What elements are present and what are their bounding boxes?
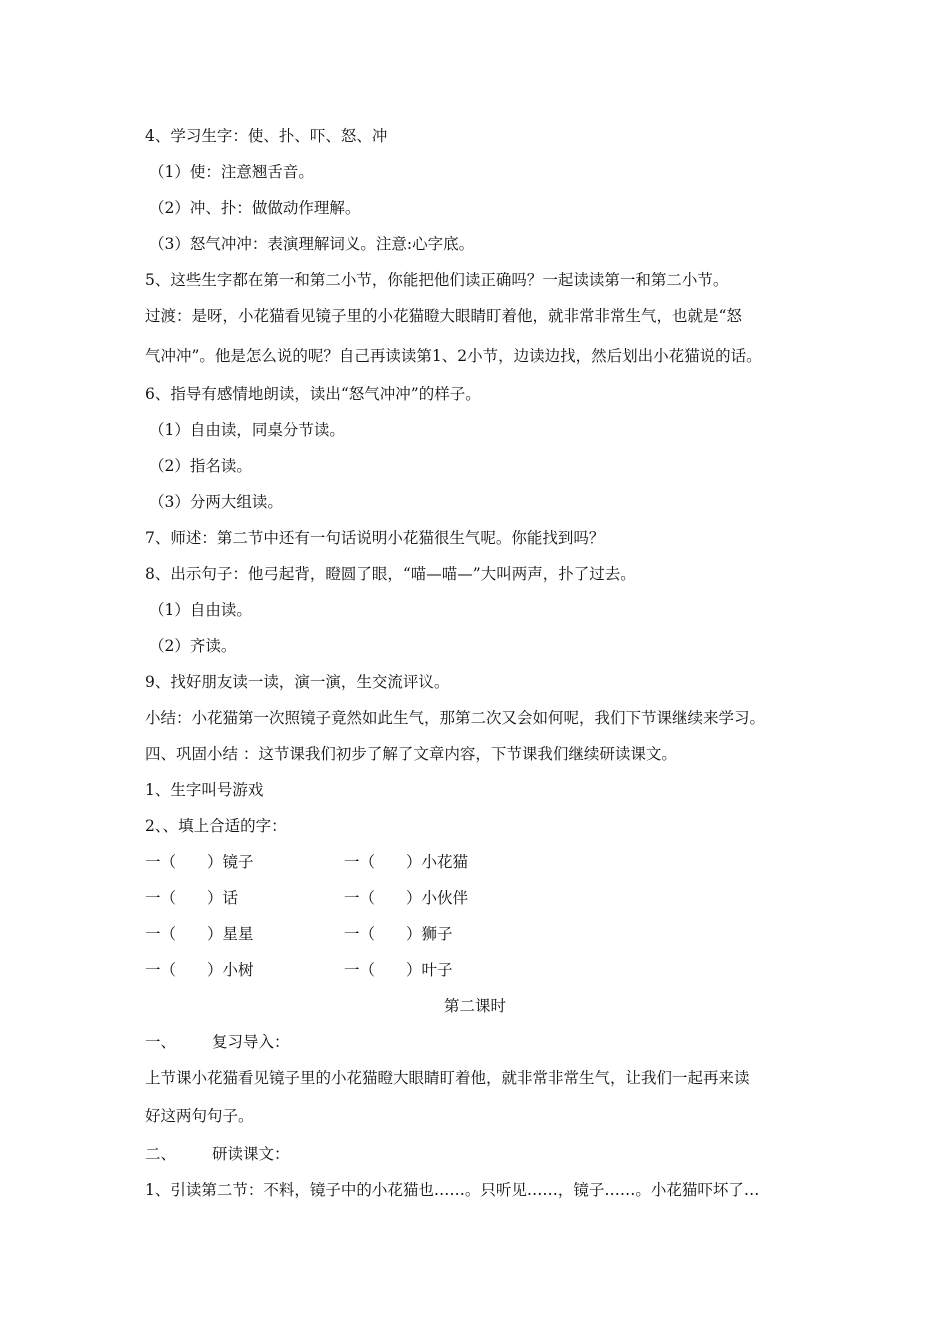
- text-line: （1）自由读，同桌分节读。: [149, 421, 345, 439]
- fill-blank-right: 一（ ）狮子: [344, 925, 453, 943]
- fill-blank-left: 一（ ）小树: [145, 961, 254, 979]
- text-line: （2）齐读。: [149, 637, 237, 655]
- fill-blank-right: 一（ ）叶子: [344, 961, 453, 979]
- text-line: 过渡：是呀，小花猫看见镜子里的小花猫瞪大眼睛盯着他，就非常非常生气，也就是“怒: [145, 307, 742, 325]
- text-line: （2）冲、扑：做做动作理解。: [149, 199, 361, 217]
- fill-blank-left: 一（ ）星星: [145, 925, 254, 943]
- text-line: 7、师述：第二节中还有一句话说明小花猫很生气呢。你能找到吗？: [145, 529, 605, 547]
- text-line: 6、指导有感情地朗读，读出“怒气冲冲”的样子。: [145, 385, 481, 403]
- fill-blank-left: 一（ ）镜子: [145, 853, 254, 871]
- heading-number: 二、: [145, 1145, 177, 1163]
- text-line: （1）自由读。: [149, 601, 252, 619]
- text-line: 2、、填上合适的字：: [145, 817, 287, 835]
- text-line: 小结：小花猫第一次照镜子竟然如此生气，那第二次又会如何呢，我们下节课继续来学习。: [145, 709, 766, 727]
- text-line: 1、生字叫号游戏: [145, 781, 264, 799]
- text-line: 8、出示句子：他弓起背，瞪圆了眼，“喵—喵—”大叫两声，扑了过去。: [145, 565, 636, 583]
- section-title: 第二课时: [443, 997, 506, 1015]
- text-line: （2）指名读。: [149, 457, 252, 475]
- fill-blank-right: 一（ ）小伙伴: [344, 889, 469, 907]
- text-line: （1）使：注意翘舌音。: [149, 163, 314, 181]
- text-line: 9、找好朋友读一读，演一演，生交流评议。: [145, 673, 450, 691]
- heading-text: 复习导入：: [212, 1033, 290, 1051]
- heading-number: 一、: [145, 1033, 177, 1051]
- fill-blank-left: 一（ ）话: [145, 889, 239, 907]
- text-line: 4、学习生字：使、扑、吓、怒、冲: [145, 127, 388, 145]
- text-line: 上节课小花猫看见镜子里的小花猫瞪大眼睛盯着他，就非常非常生气，让我们一起再来读: [145, 1069, 750, 1087]
- text-line: 气冲冲”。他是怎么说的呢？自己再读读第1、2小节，边读边找，然后划出小花猫说的话。: [145, 347, 762, 365]
- text-line: （3）分两大组读。: [149, 493, 283, 511]
- heading-text: 研读课文：: [212, 1145, 290, 1163]
- fill-blank-right: 一（ ）小花猫: [344, 853, 469, 871]
- text-line: 5、这些生字都在第一和第二小节，你能把他们读正确吗？一起读读第一和第二小节。: [145, 271, 729, 289]
- text-line: （3）怒气冲冲：表演理解词义。注意:心字底。: [149, 235, 475, 253]
- text-line: 好这两句句子。: [145, 1107, 254, 1125]
- text-line: 1、引读第二节：不料，镜子中的小花猫也……。只听见……，镜子……。小花猫吓坏了…: [145, 1181, 760, 1199]
- text-line: 四、巩固小结 ：这节课我们初步了解了文章内容，下节课我们继续研读课文。: [145, 745, 677, 763]
